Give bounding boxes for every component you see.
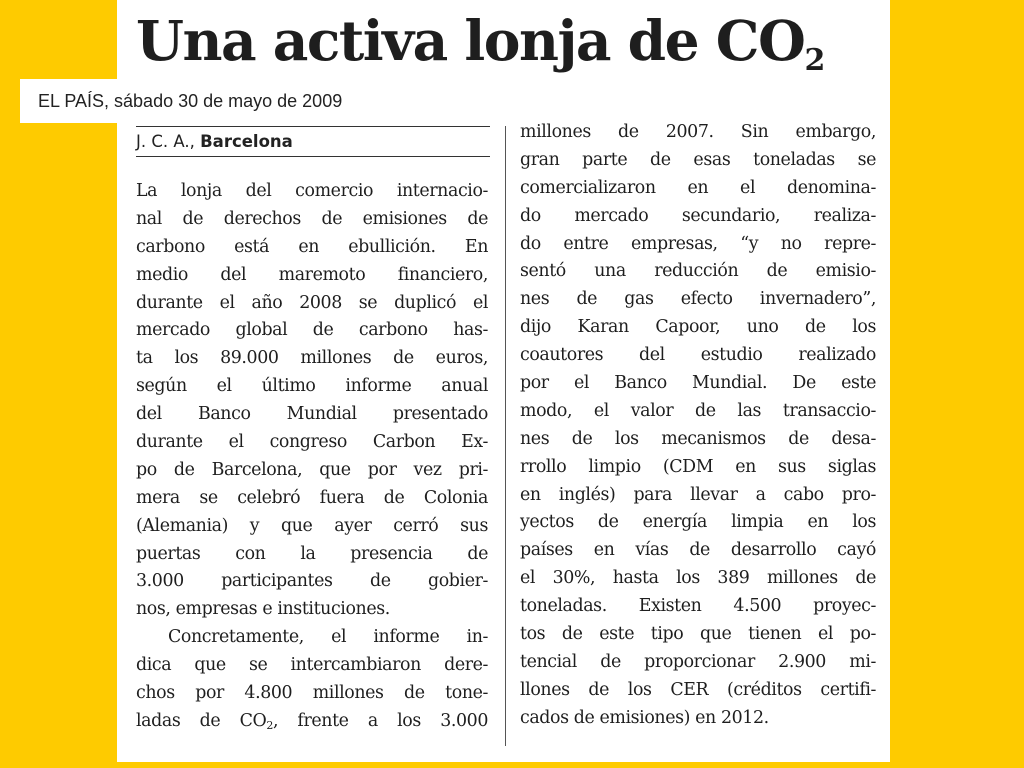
article-line: carbono está en ebullición. En bbox=[136, 236, 488, 257]
article-line: durante el año 2008 se duplicó el bbox=[136, 292, 488, 313]
article-line: (Alemania) y que ayer cerró sus bbox=[136, 515, 488, 536]
article-line-tail: , frente a los 3.000 bbox=[272, 710, 488, 731]
article-line: mera se celebró fuera de Colonia bbox=[136, 487, 488, 508]
article-line: del Banco Mundial presentado bbox=[136, 404, 488, 425]
column-divider bbox=[505, 126, 506, 746]
source-label: EL PAÍS, sábado 30 de mayo de 2009 bbox=[20, 79, 386, 123]
article-line: nes de gas efecto invernadero”, bbox=[520, 289, 876, 310]
article-line: millones de 2007. Sin embargo, bbox=[520, 122, 876, 142]
article-line: 3.000 participantes de gobier- bbox=[136, 571, 488, 592]
article-line: dica que se intercambiaron dere- bbox=[136, 655, 488, 676]
article-line: do entre empresas, “y no repre- bbox=[520, 233, 876, 254]
article-line: ta los 89.000 millones de euros, bbox=[136, 348, 488, 369]
byline bbox=[136, 131, 490, 153]
article-line: medio del maremoto financiero, bbox=[136, 264, 488, 285]
article-line: La lonja del comercio internacio- bbox=[136, 181, 488, 201]
article-line: llones de los CER (créditos certifi- bbox=[520, 679, 876, 700]
article-line: países en vías de desarrollo cayó bbox=[520, 540, 876, 561]
article-line: el 30%, hasta los 389 millones de bbox=[520, 568, 876, 589]
headline-text: Una activa lonja de CO bbox=[136, 8, 805, 73]
byline-author: J. C. A., bbox=[136, 132, 195, 151]
article-line: modo, el valor de las transaccio- bbox=[520, 400, 876, 421]
article-line: mercado global de carbono has- bbox=[136, 320, 488, 341]
article-line: dijo Karan Capoor, uno de los bbox=[520, 317, 876, 338]
article-column-1 bbox=[136, 178, 488, 736]
article-line: cados de emisiones) en 2012. bbox=[520, 707, 769, 728]
article-line-text: ladas de CO bbox=[136, 710, 267, 731]
article-line-final bbox=[136, 708, 488, 736]
article-line: sentó una reducción de emisio- bbox=[520, 261, 876, 282]
article-line: Concretamente, el informe in- bbox=[168, 627, 488, 648]
headline-subscript: 2 bbox=[804, 43, 826, 78]
article-line: chos por 4.800 millones de tone- bbox=[136, 683, 488, 704]
co2-subscript: 2 bbox=[266, 718, 273, 732]
article-line: durante el congreso Carbon Ex- bbox=[136, 432, 488, 453]
article-line: nos, empresas e instituciones. bbox=[136, 599, 390, 620]
article-line: según el último informe anual bbox=[136, 376, 488, 397]
article-line: por el Banco Mundial. De este bbox=[520, 373, 876, 394]
byline-city: Barcelona bbox=[200, 132, 293, 151]
article-line: en inglés) para llevar a cabo pro- bbox=[520, 484, 876, 505]
byline-rule-top bbox=[136, 126, 490, 127]
article-line: coautores del estudio realizado bbox=[520, 345, 876, 366]
article-line: puertas con la presencia de bbox=[136, 543, 488, 564]
article-line: tencial de proporcionar 2.900 mi- bbox=[520, 651, 876, 672]
byline-rule-bottom bbox=[136, 156, 490, 157]
article-line: rrollo limpio (CDM en sus siglas bbox=[520, 456, 876, 477]
article-line: nes de los mecanismos de desa- bbox=[520, 428, 876, 449]
article-line: nal de derechos de emisiones de bbox=[136, 208, 488, 229]
article-line: yectos de energía limpia en los bbox=[520, 512, 876, 533]
article-line: gran parte de esas toneladas se bbox=[520, 149, 876, 170]
article-line: do mercado secundario, realiza- bbox=[520, 205, 876, 226]
article-column-2 bbox=[520, 119, 876, 733]
article-line: po de Barcelona, que por vez pri- bbox=[136, 459, 488, 480]
article-line: comercializaron en el denomina- bbox=[520, 177, 876, 198]
article-line: tos de este tipo que tienen el po- bbox=[520, 624, 876, 645]
article-line: toneladas. Existen 4.500 proyec- bbox=[520, 596, 876, 617]
